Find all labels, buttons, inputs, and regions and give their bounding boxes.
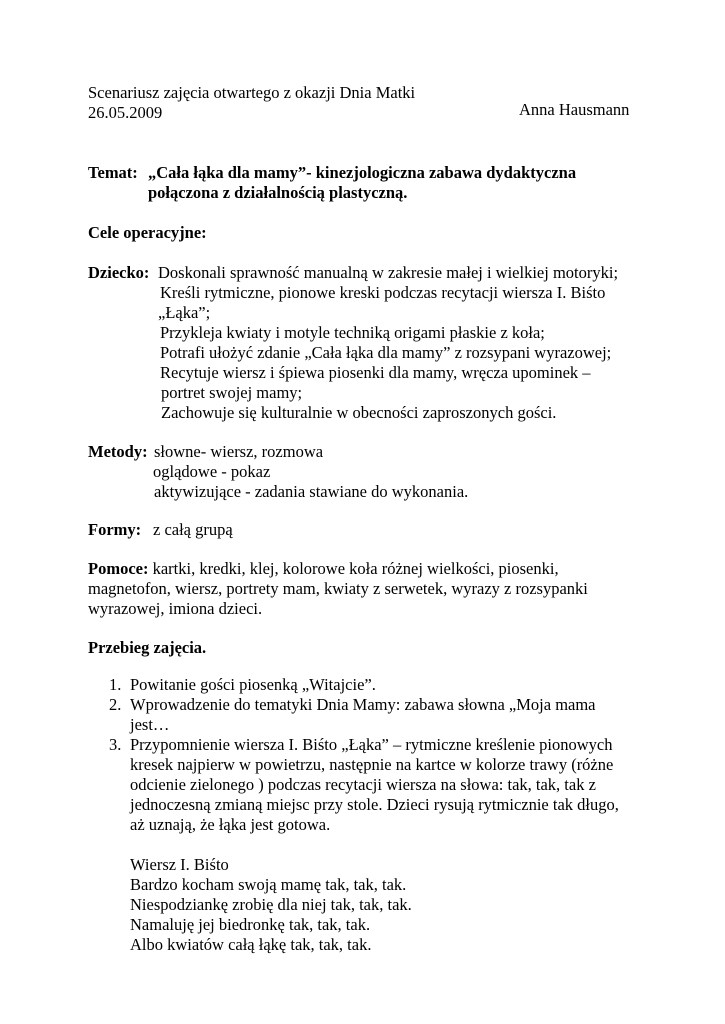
goal-line: Doskonali sprawność manualną w zakresie małej i wielkiej motoryki; <box>158 263 619 282</box>
topic-label: Temat: <box>88 163 138 182</box>
list-number: 3. <box>109 735 122 754</box>
topic-line-1: „Cała łąka dla mamy”- kinezjologiczna zabawa dydaktyczna <box>148 163 577 182</box>
goal-line: Potrafi ułożyć zdanie „Cała łąka dla mamy” z rozsypani wyrazowej; <box>160 343 612 362</box>
poem-line: Bardzo kocham swoją mamę tak, tak, tak. <box>130 875 407 894</box>
poem-title: Wiersz I. Biśto <box>130 855 229 874</box>
forms-label: Formy: <box>88 520 142 539</box>
aids-line-2: magnetofon, wiersz, portrety mam, kwiaty z serwetek, wyrazy z rozsypanki <box>88 579 588 598</box>
goal-line: „Łąka”; <box>158 303 211 322</box>
poem-line: Niespodziankę zrobię dla niej tak, tak, tak. <box>130 895 412 914</box>
child-label: Dziecko: <box>88 263 150 282</box>
poem-line: Albo kwiatów całą łąkę tak, tak, tak. <box>130 935 372 954</box>
method-line: słowne- wiersz, rozmowa <box>154 442 324 461</box>
goal-line: Recytuje wiersz i śpiewa piosenki dla mamy, wręcza upominek – <box>160 363 591 382</box>
list-item-line: Powitanie gości piosenką „Witajcie”. <box>130 675 376 694</box>
goal-line: Kreśli rytmiczne, pionowe kreski podczas recytacji wiersza I. Biśto <box>160 283 606 302</box>
goal-line: Zachowuje się kulturalnie w obecności zaproszonych gości. <box>161 403 557 422</box>
list-item-line: Wprowadzenie do tematyki Dnia Mamy: zabawa słowna „Moja mama <box>130 695 596 714</box>
list-item-line: aż uznają, że łąka jest gotowa. <box>130 815 331 834</box>
method-line: aktywizujące - zadania stawiane do wykonania. <box>154 482 469 501</box>
aids-line-1 <box>88 559 559 579</box>
forms-value: z całą grupą <box>153 520 233 539</box>
list-item-line: jest… <box>130 715 170 734</box>
aids-line-3: wyrazowej, imiona dzieci. <box>88 599 263 618</box>
method-line: oglądowe - pokaz <box>153 462 271 481</box>
list-number: 1. <box>109 675 122 694</box>
list-item-line: kresek najpierw w powietrzu, następnie na kartce w kolorze trawy (różne <box>130 755 614 774</box>
goal-line: Przykleja kwiaty i motyle techniką origami płaskie z koła; <box>160 323 545 342</box>
list-number: 2. <box>109 695 122 714</box>
goal-line: portret swojej mamy; <box>161 383 303 402</box>
topic-line-2: połączona z działalnością plastyczną. <box>148 183 408 202</box>
document-title: Scenariusz zajęcia otwartego z okazji Dnia Matki <box>88 83 416 102</box>
methods-label: Metody: <box>88 442 148 461</box>
aids-text: kartki, kredki, klej, kolorowe koła różnej wielkości, piosenki, <box>152 559 559 578</box>
list-item-line: jednoczesną zmianą miejsc przy stole. Dzieci rysują rytmicznie tak długo, <box>130 795 619 814</box>
list-item-line: odcienie zielonego ) podczas recytacji wiersza na słowa: tak, tak, tak z <box>130 775 596 794</box>
document-date: 26.05.2009 <box>88 103 163 122</box>
goals-heading: Cele operacyjne: <box>88 223 207 242</box>
list-item-line: Przypomnienie wiersza I. Biśto „Łąka” – rytmiczne kreślenie pionowych <box>130 735 613 754</box>
author-name: Anna Hausmann <box>519 99 630 119</box>
course-heading: Przebieg zajęcia. <box>88 638 207 657</box>
poem-line: Namaluję jej biedronkę tak, tak, tak. <box>130 915 371 934</box>
aids-label: Pomoce: <box>88 559 149 578</box>
